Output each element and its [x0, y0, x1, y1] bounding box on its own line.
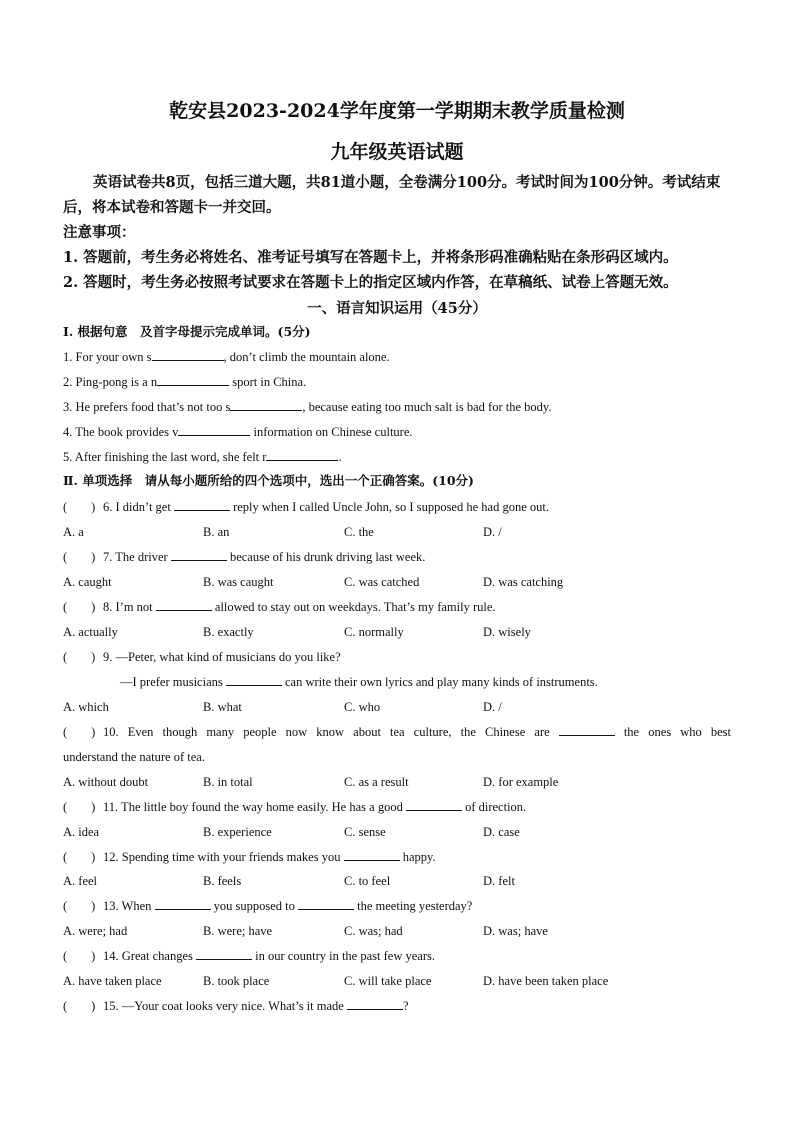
answer-blank[interactable]	[266, 447, 338, 461]
option-a[interactable]: A. without doubt	[63, 775, 149, 789]
option-d[interactable]: D. have been taken place	[483, 974, 609, 988]
option-c[interactable]: C. the	[344, 525, 374, 539]
answer-blank[interactable]	[152, 347, 224, 361]
answer-paren[interactable]: ( )	[63, 850, 96, 864]
section-heading: Ⅰ. 根据句意 及首字母提示完成单词。(5分)	[63, 324, 311, 339]
question-5: 5. After finishing the last word, she felt r .	[63, 447, 731, 467]
answer-blank[interactable]	[178, 422, 250, 436]
question-8: ( ) 8. I’m not allowed to stay out on weekdays. That’s my family rule.	[63, 597, 731, 617]
option-d[interactable]: D. was catching	[483, 575, 564, 589]
option-a[interactable]: A. idea	[63, 825, 100, 839]
part-heading: 一、语言知识运用（45分）	[307, 300, 487, 317]
question-10-cont: understand the nature of tea.	[63, 750, 205, 764]
answer-paren[interactable]: ( )	[63, 999, 96, 1013]
option-c[interactable]: C. will take place	[344, 974, 432, 988]
option-b[interactable]: B. in total	[203, 775, 253, 789]
answer-blank	[347, 996, 403, 1010]
option-c[interactable]: C. was catched	[344, 575, 420, 589]
section-heading: Ⅱ. 单项选择 请从每小题所给的四个选项中，选出一个正确答案。(10分)	[63, 473, 474, 488]
question-10: ( ) 10. Even though many people now know about tea culture, the Chinese are the ones who best	[63, 722, 731, 742]
answer-blank	[344, 847, 400, 861]
option-d[interactable]: D. was; have	[483, 924, 548, 938]
answer-blank[interactable]	[230, 397, 302, 411]
answer-blank	[171, 547, 227, 561]
option-d[interactable]: D. /	[483, 700, 502, 714]
answer-paren[interactable]: ( )	[63, 949, 96, 963]
note-item: 1. 答题前，考生务必将姓名、准考证号填写在答题卡上，并将条形码准确粘贴在条形码区域内。	[63, 249, 678, 266]
question-3: 3. He prefers food that’s not too s , because eating too much salt is bad for the body.	[63, 397, 731, 417]
answer-paren[interactable]: ( )	[63, 550, 96, 564]
option-b[interactable]: B. experience	[203, 825, 272, 839]
question-9-reply: —I prefer musicians can write their own lyrics and play many kinds of instruments.	[120, 672, 788, 692]
exam-subtitle: 九年级英语试题	[330, 141, 464, 163]
option-c[interactable]: C. was; had	[344, 924, 403, 938]
question-13: ( ) 13. When you supposed to the meeting yesterday?	[63, 896, 731, 916]
answer-paren[interactable]: ( )	[63, 725, 96, 739]
option-c[interactable]: C. normally	[344, 625, 404, 639]
question-9: ( ) 9. —Peter, what kind of musicians do you like?	[63, 647, 731, 667]
note-item: 2. 答题时，考生务必按照考试要求在答题卡上的指定区域内作答，在草稿纸、试卷上答题无效。	[63, 274, 678, 291]
question-12: ( ) 12. Spending time with your friends makes you happy.	[63, 847, 731, 867]
option-d[interactable]: D. case	[483, 825, 520, 839]
option-c[interactable]: C. sense	[344, 825, 386, 839]
answer-paren[interactable]: ( )	[63, 899, 96, 913]
option-b[interactable]: B. feels	[203, 874, 242, 888]
exam-intro: 英语试卷共8页，包括三道大题，共81道小题，全卷满分100分。考试时间为100分钟。考试结束后，将本试卷和答题卡一并交回。	[63, 174, 721, 216]
option-b[interactable]: B. was caught	[203, 575, 274, 589]
option-c[interactable]: C. to feel	[344, 874, 391, 888]
option-a[interactable]: A. which	[63, 700, 109, 714]
option-d[interactable]: D. for example	[483, 775, 559, 789]
option-b[interactable]: B. were; have	[203, 924, 273, 938]
option-b[interactable]: B. took place	[203, 974, 270, 988]
option-b[interactable]: B. exactly	[203, 625, 254, 639]
option-c[interactable]: C. as a result	[344, 775, 409, 789]
answer-paren[interactable]: ( )	[63, 500, 96, 514]
option-a[interactable]: A. have taken place	[63, 974, 162, 988]
option-a[interactable]: A. were; had	[63, 924, 128, 938]
question-1: 1. For your own s , don’t climb the mountain alone.	[63, 347, 731, 367]
answer-paren[interactable]: ( )	[63, 800, 96, 814]
answer-blank	[226, 672, 282, 686]
answer-blank	[155, 896, 211, 910]
answer-paren[interactable]: ( )	[63, 650, 96, 664]
answer-blank	[156, 597, 212, 611]
question-6: ( ) 6. I didn’t get reply when I called Uncle John, so I supposed he had gone out.	[63, 497, 731, 517]
exam-title: 乾安县2023-2024学年度第一学期期末教学质量检测	[169, 100, 625, 122]
option-c[interactable]: C. who	[344, 700, 381, 714]
answer-blank	[196, 946, 252, 960]
option-d[interactable]: D. wisely	[483, 625, 531, 639]
option-d[interactable]: D. /	[483, 525, 502, 539]
option-a[interactable]: A. caught	[63, 575, 112, 589]
option-d[interactable]: D. felt	[483, 874, 515, 888]
notes-heading: 注意事项：	[63, 224, 136, 241]
answer-paren[interactable]: ( )	[63, 600, 96, 614]
option-b[interactable]: B. what	[203, 700, 242, 714]
option-b[interactable]: B. an	[203, 525, 230, 539]
question-15: ( ) 15. —Your coat looks very nice. What’s it made ?	[63, 996, 731, 1016]
answer-blank	[298, 896, 354, 910]
answer-blank	[174, 497, 230, 511]
question-4: 4. The book provides v information on Chinese culture.	[63, 422, 731, 442]
option-a[interactable]: A. actually	[63, 625, 118, 639]
answer-blank[interactable]	[157, 372, 229, 386]
question-14: ( ) 14. Great changes in our country in the past few years.	[63, 946, 731, 966]
option-a[interactable]: A. a	[63, 525, 84, 539]
option-a[interactable]: A. feel	[63, 874, 98, 888]
question-2: 2. Ping-pong is a n sport in China.	[63, 372, 731, 392]
question-7: ( ) 7. The driver because of his drunk driving last week.	[63, 547, 731, 567]
answer-blank	[559, 722, 615, 736]
question-11: ( ) 11. The little boy found the way home easily. He has a good of direction.	[63, 797, 731, 817]
answer-blank	[406, 797, 462, 811]
